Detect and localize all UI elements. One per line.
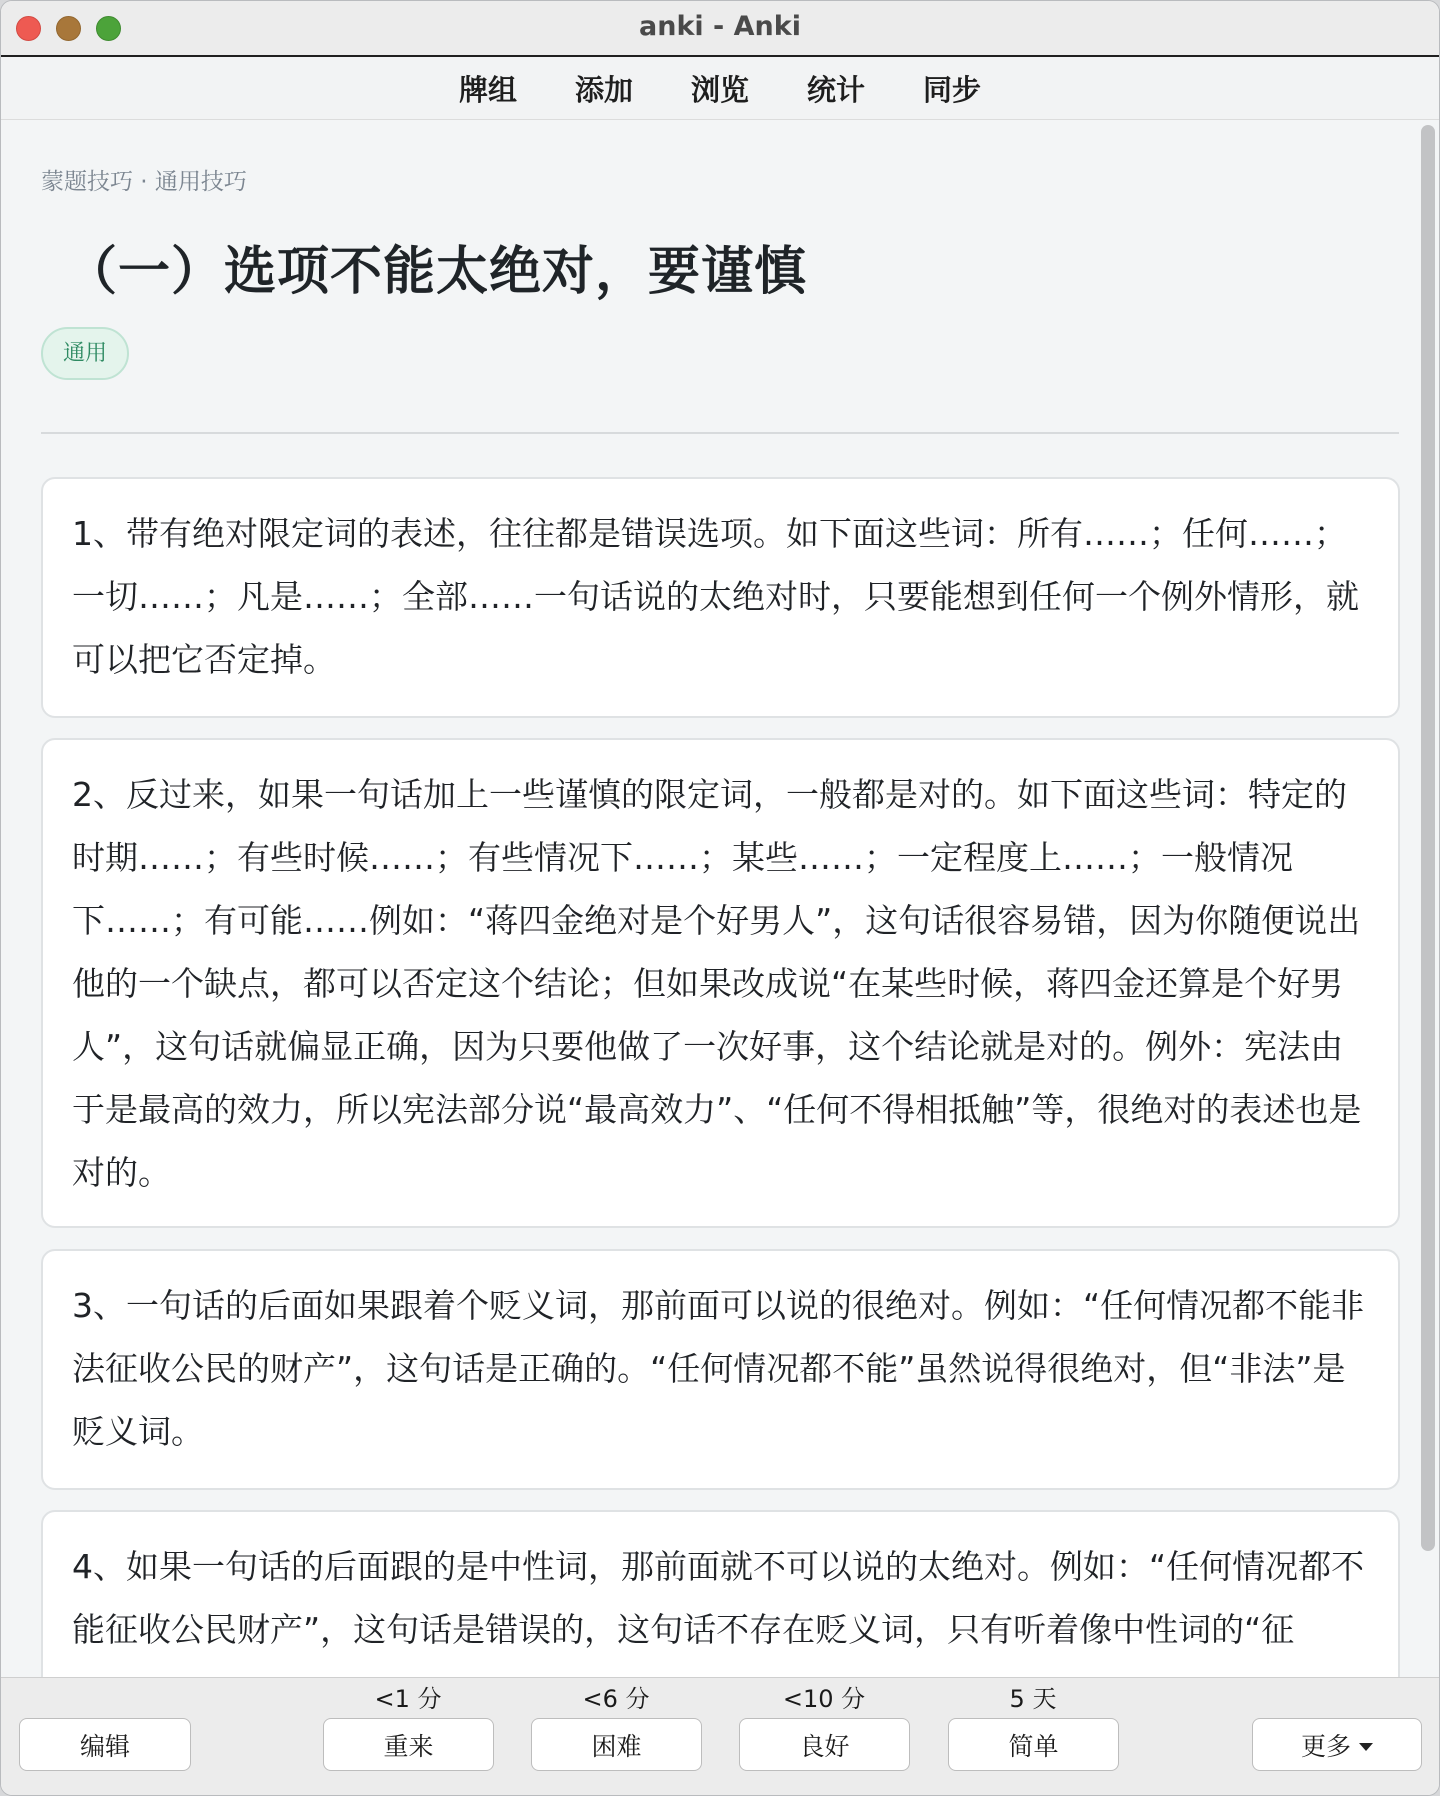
tag-badge: 通用 [41, 327, 129, 380]
rule-card [41, 1510, 1400, 1677]
divider [41, 432, 1399, 434]
hard-button[interactable]: 困难 [531, 1718, 702, 1771]
hard-interval: <6 分 [582, 1685, 650, 1713]
edit-button[interactable]: 编辑 [19, 1718, 191, 1771]
scrollbar-thumb[interactable] [1421, 125, 1435, 1551]
nav-decks[interactable]: 牌组 [458, 72, 517, 107]
nav-sync[interactable]: 同步 [923, 72, 982, 107]
rule-text: 3、一句话的后面如果跟着个贬义词，那前面可以说的很绝对。例如：“任何情况都不能非法征收公民的财产”，这句话是正确的。“任何情况都不能”虽然说得很绝对，但“非法”是贬义词。 [72, 1286, 1365, 1451]
card-heading: （一）选项不能太绝对，要谨慎 [65, 242, 808, 302]
scrollbar[interactable] [1421, 123, 1435, 1549]
more-label: 更多 [1300, 1731, 1351, 1761]
card-content [1, 121, 1419, 1677]
nav-add[interactable]: 添加 [574, 72, 633, 107]
again-interval: <1 分 [374, 1685, 442, 1713]
good-button[interactable]: 良好 [739, 1718, 910, 1771]
good-interval: <10 分 [782, 1685, 866, 1713]
again-button[interactable]: 重来 [323, 1718, 494, 1771]
rule-card [41, 477, 1400, 718]
rule-card [41, 1249, 1400, 1490]
more-button[interactable] [1252, 1718, 1422, 1771]
chevron-down-icon [1359, 1743, 1373, 1751]
rule-text: 1、带有绝对限定词的表述，往往都是错误选项。如下面这些词：所有……；任何……；一切……；凡是……；全部……一句话说的太绝对时，只要能想到任何一个例外情形，就可以把它否定掉。 [72, 514, 1359, 679]
rule-card [41, 738, 1400, 1228]
breadcrumb: 蒙题技巧 · 通用技巧 [41, 169, 247, 195]
nav-browse[interactable]: 浏览 [690, 72, 749, 107]
rule-text: 4、如果一句话的后面跟的是中性词，那前面就不可以说的太绝对。例如：“任何情况都不能征收公民财产”，这句话是错误的，这句话不存在贬义词，只有听着像中性词的“征 [72, 1547, 1365, 1649]
window-title: anki - Anki [639, 11, 801, 42]
answer-bar [1, 1677, 1439, 1796]
nav-stats[interactable]: 统计 [807, 72, 866, 107]
top-nav [1, 57, 1439, 120]
easy-interval: 5 天 [1009, 1685, 1057, 1713]
easy-button[interactable]: 简单 [948, 1718, 1119, 1771]
title-bar [1, 1, 1439, 57]
rule-text: 2、反过来，如果一句话加上一些谨慎的限定词，一般都是对的。如下面这些词：特定的时期……；有些时候……；有些情况下……；某些……；一定程度上……；一般情况下……；有可能……例如：“蒋四金绝对是个好男人”，这句话很容易错，因为你随便说出他的一个缺点，都可以否定这个结论；但如果改成说“在某些时候，蒋四金还算是个好男人”，这句话就偏显正确，因为只要他做了一次好事，这个结论就是对的。例外：宪法由于是最高的效力，所以宪法部分说“最高效力”、“任何不得相抵触”等，很绝对的表述也是对的。 [72, 775, 1362, 1192]
